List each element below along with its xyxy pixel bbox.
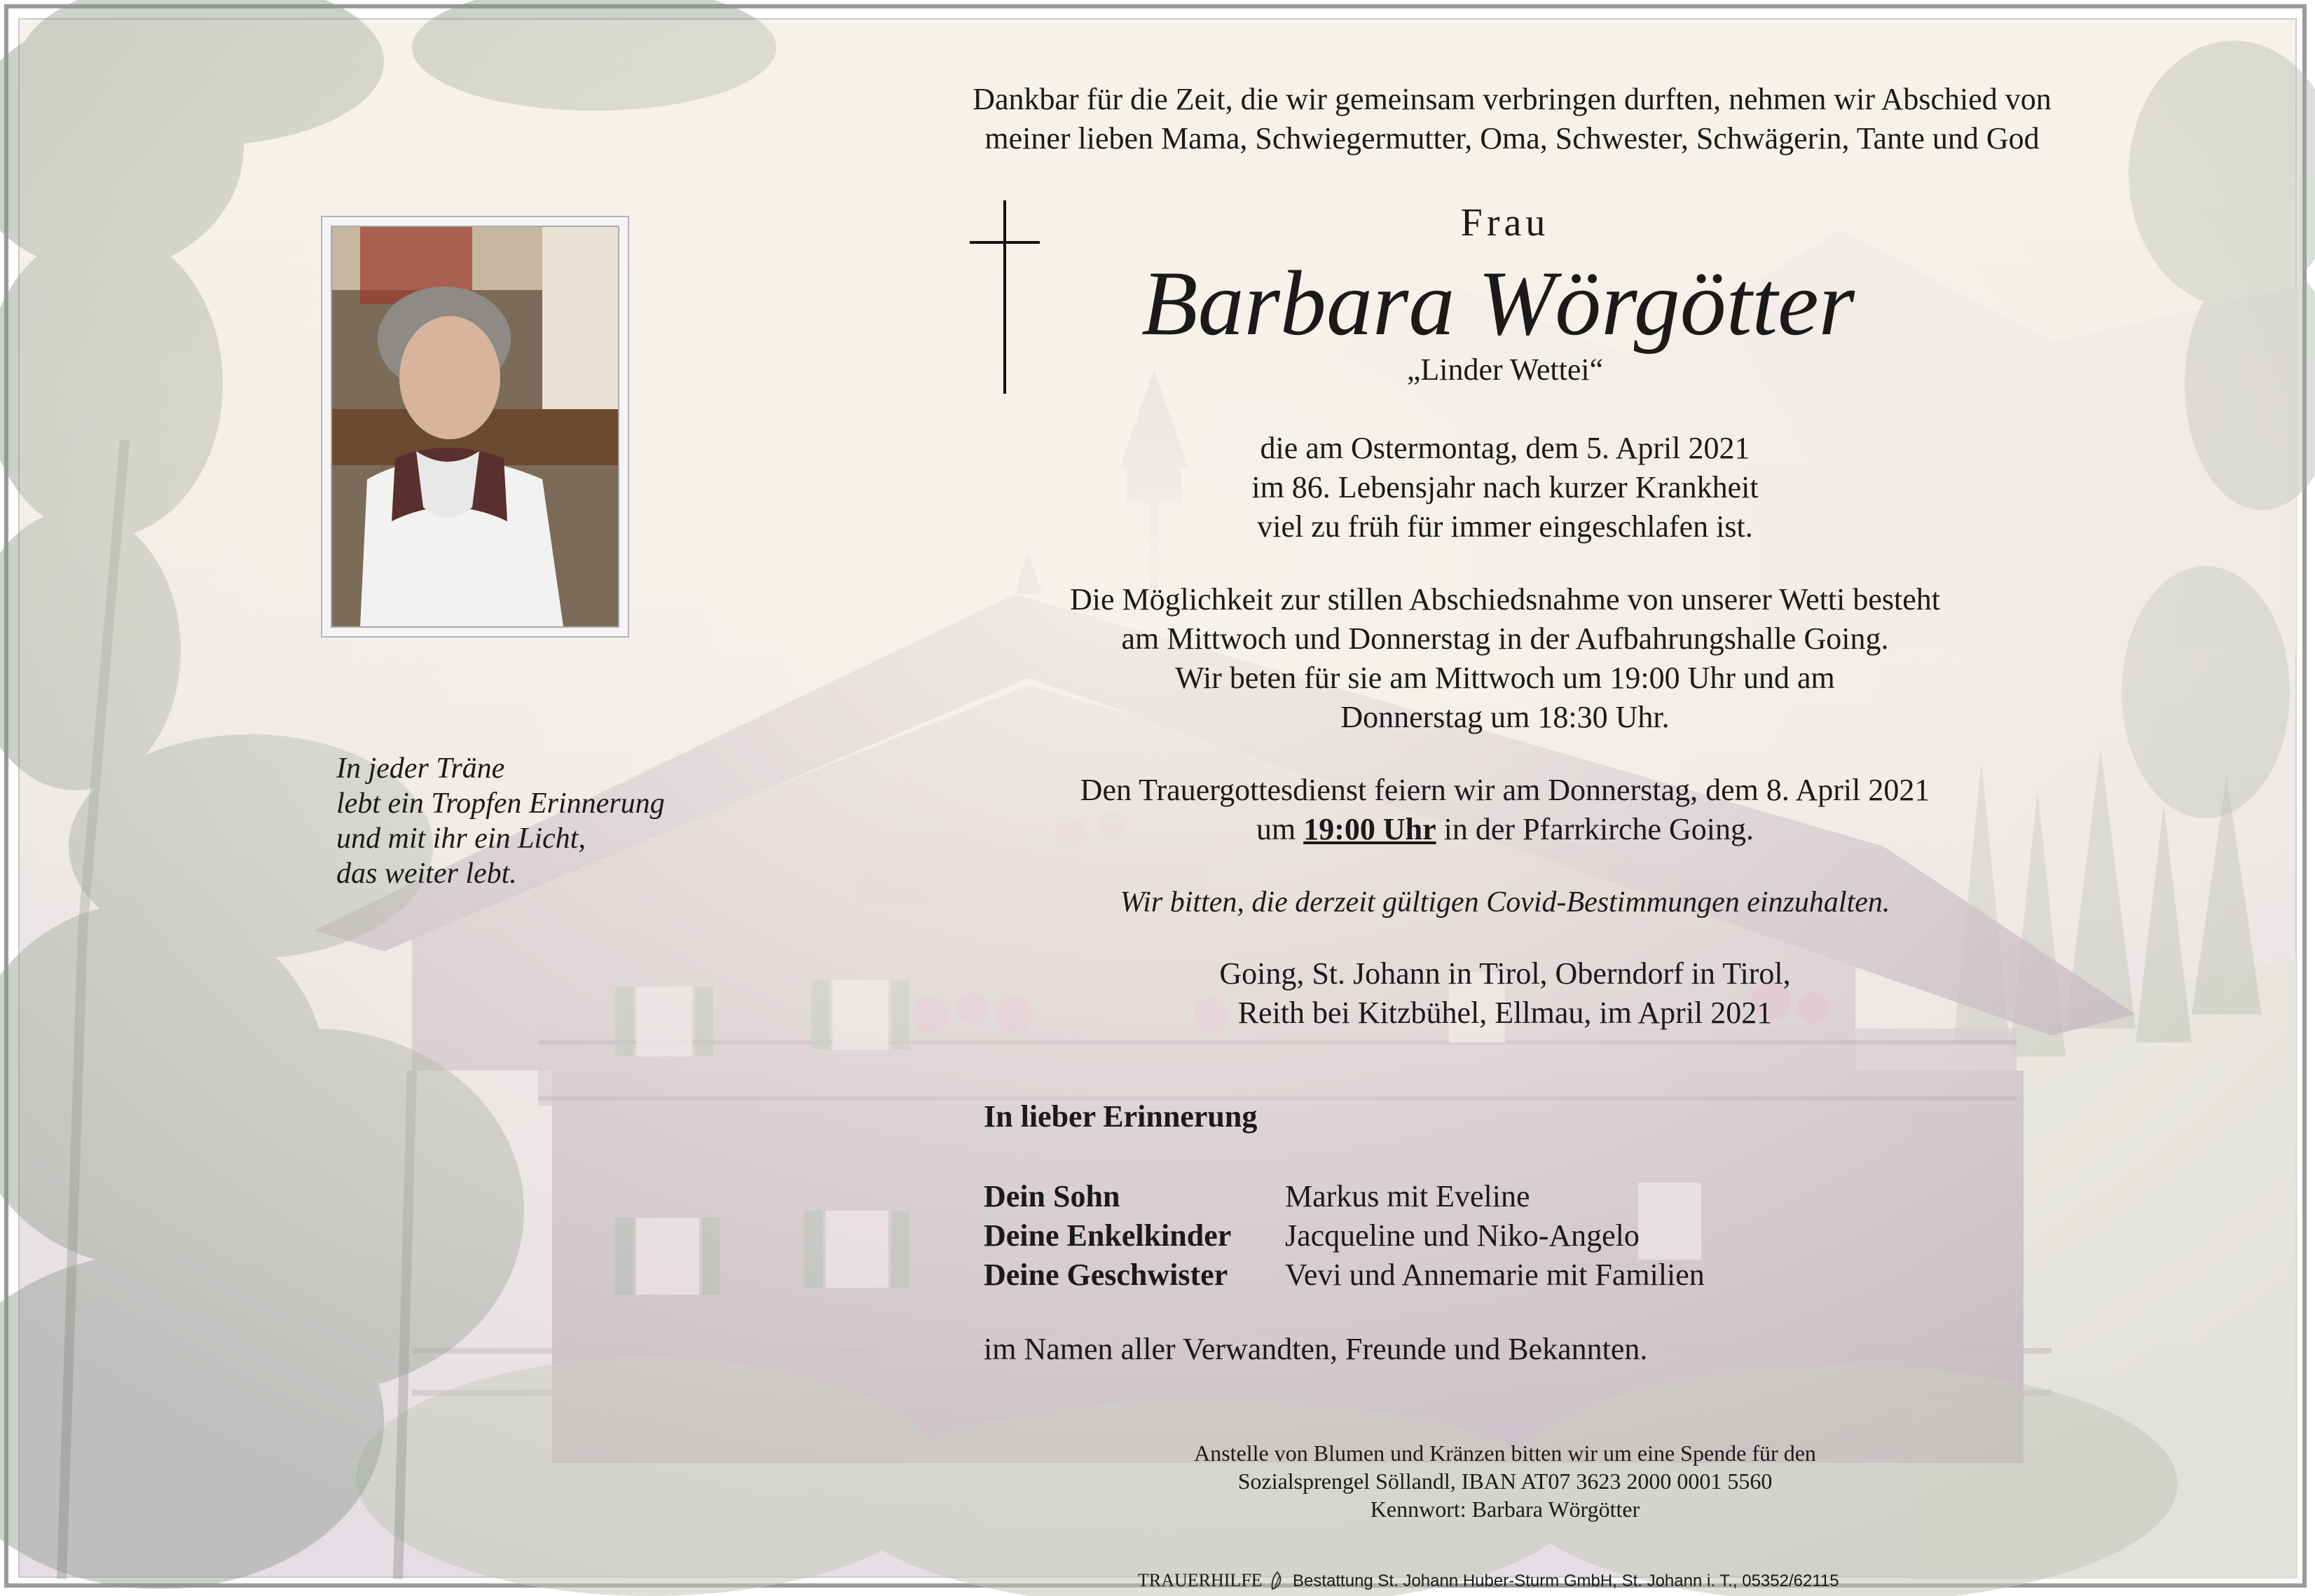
service-line: Den Trauergottesdienst feiern wir am Donnerstag, dem 8. April 2021 [1080,773,1930,807]
family-names: Jacqueline und Niko-Angelo [1285,1218,1640,1253]
service-time: 19:00 Uhr [1303,812,1436,846]
places-line: Reith bei Kitzbühel, Ellmau, im April 2021 [1237,996,1773,1030]
places-line: Going, St. Johann in Tirol, Oberndorf in Tirol, [1219,956,1791,991]
service-pre: um [1256,812,1304,846]
viewing-line: am Mittwoch und Donnerstag in der Aufbahrungshalle Going. [1121,621,1889,656]
trauerhilfe-logo-icon [1270,1569,1285,1590]
family-row [984,1256,1705,1295]
portrait-photo [331,226,619,628]
intro-text [846,80,2178,158]
service-line [888,810,2122,849]
family-names: Markus mit Eveline [1285,1179,1530,1213]
donation-line: Kennwort: Barbara Wörgötter [1370,1497,1640,1522]
memory-heading: In lieber Erinnerung [984,1099,1258,1134]
family-row [984,1216,1705,1256]
covid-notice: Wir bitten, die derzeit gültigen Covid-Bestimmungen einzuhalten. [1120,886,1890,919]
footer-brand: TRAUERHILFE [1138,1570,1263,1590]
donation-line: Anstelle von Blumen und Kränzen bitten wir um eine Spende für den [1194,1440,1816,1466]
family-relation: Dein Sohn [984,1179,1120,1213]
footer [1138,1569,1839,1591]
quote-line: und mit ihr ein Licht, [336,823,586,855]
donation-line: Sozialsprengel Söllandl, IBAN AT07 3623 2000 0001 5560 [1237,1468,1773,1494]
honorific: Frau [1460,201,1550,245]
family-relation: Deine Geschwister [984,1258,1228,1292]
viewing-info [888,580,2122,737]
death-line: im 86. Lebensjahr nach kurzer Krankheit [1251,470,1759,504]
quote-line: das weiter lebt. [336,858,517,890]
portrait-frame [321,216,629,638]
quote-line: lebt ein Tropfen Erinnerung [336,787,665,820]
family-list [984,1177,1705,1295]
death-line: die am Ostermontag, dem 5. April 2021 [1260,431,1750,465]
portrait-image [332,227,618,626]
places-date [959,954,2052,1033]
family-names: Vevi und Annemarie mit Familien [1285,1258,1705,1292]
family-relation: Deine Enkelkinder [984,1218,1232,1253]
death-line: viel zu früh für immer eingeschlafen ist. [1257,509,1753,544]
death-notice [916,429,2094,546]
viewing-line: Die Möglichkeit zur stillen Abschiedsnahme von unserer Wetti besteht [1069,582,1941,617]
service-post: in der Pfarrkirche Going. [1436,812,1754,846]
donation-note [1085,1439,1925,1523]
card [18,18,2297,1590]
memorial-quote [336,751,729,891]
intro-line: meiner lieben Mama, Schwiegermutter, Oma, Schwester, Schwägerin, Tante und God [984,121,2040,156]
closing-line: im Namen aller Verwandten, Freunde und Bekannten. [984,1332,1648,1366]
funeral-service-info [888,771,2122,849]
deceased-name: Barbara Wörgötter [1141,252,1855,355]
viewing-line: Donnerstag um 18:30 Uhr. [1340,700,1670,734]
quote-line: In jeder Träne [336,752,505,785]
footer-text: Bestattung St. Johann Huber-Sturm GmbH, St. Johann i. T., 05352/62115 [1293,1571,1839,1590]
intro-line: Dankbar für die Zeit, die wir gemeinsam verbringen durften, nehmen wir Abschied von [973,82,2052,116]
viewing-line: Wir beten für sie am Mittwoch um 19:00 Uhr und am [1175,661,1835,695]
family-row [984,1177,1705,1216]
nickname: „Linder Wettei“ [1406,352,1604,387]
